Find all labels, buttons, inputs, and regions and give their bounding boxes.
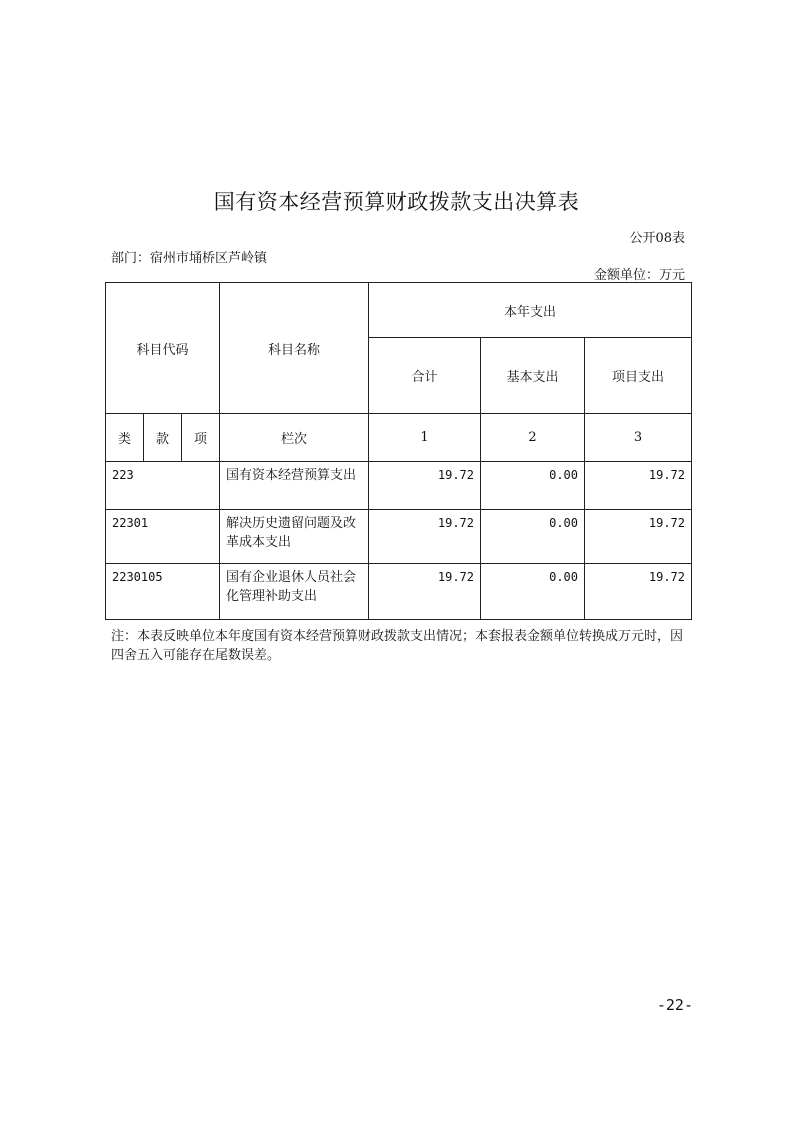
row-basic: 0.00: [481, 564, 585, 620]
row-code: 22301: [106, 510, 220, 564]
header-kuan: 款: [144, 414, 182, 462]
row-project: 19.72: [585, 462, 692, 510]
header-basic: 基本支出: [481, 338, 585, 414]
header-col1: 1: [369, 414, 481, 462]
header-project: 项目支出: [585, 338, 692, 414]
row-project: 19.72: [585, 564, 692, 620]
row-total: 19.72: [369, 462, 481, 510]
page-number: -22-: [656, 996, 693, 1014]
row-name: 解决历史遗留问题及改革成本支出: [220, 510, 369, 564]
department-label: 部门：宿州市埇桥区芦岭镇: [111, 251, 268, 266]
form-number: 公开08表: [629, 231, 685, 246]
row-basic: 0.00: [481, 510, 585, 564]
expenditure-table: [105, 282, 692, 620]
row-code: 223: [106, 462, 220, 510]
header-col3: 3: [585, 414, 692, 462]
row-project: 19.72: [585, 510, 692, 564]
row-basic: 0.00: [481, 462, 585, 510]
row-code: 2230105: [106, 564, 220, 620]
row-total: 19.72: [369, 564, 481, 620]
table-row: [106, 510, 692, 564]
header-column-index: 栏次: [220, 414, 369, 462]
header-subject-name: 科目名称: [220, 283, 369, 414]
header-current-year: 本年支出: [369, 283, 692, 338]
table-row: [106, 564, 692, 620]
footnote: 注：本表反映单位本年度国有资本经营预算财政拨款支出情况；本套报表金额单位转换成万元时，因四舍五入可能存在尾数误差。: [111, 629, 684, 663]
row-name: 国有资本经营预算支出: [220, 462, 369, 510]
row-total: 19.72: [369, 510, 481, 564]
table-row: [106, 462, 692, 510]
header-lei: 类: [106, 414, 144, 462]
page-title: 国有资本经营预算财政拨款支出决算表: [213, 190, 580, 214]
header-total: 合计: [369, 338, 481, 414]
header-subject-code: 科目代码: [106, 283, 220, 414]
row-name: 国有企业退休人员社会化管理补助支出: [220, 564, 369, 620]
amount-unit-label: 金额单位：万元: [593, 268, 685, 283]
header-xiang: 项: [182, 414, 220, 462]
header-col2: 2: [481, 414, 585, 462]
